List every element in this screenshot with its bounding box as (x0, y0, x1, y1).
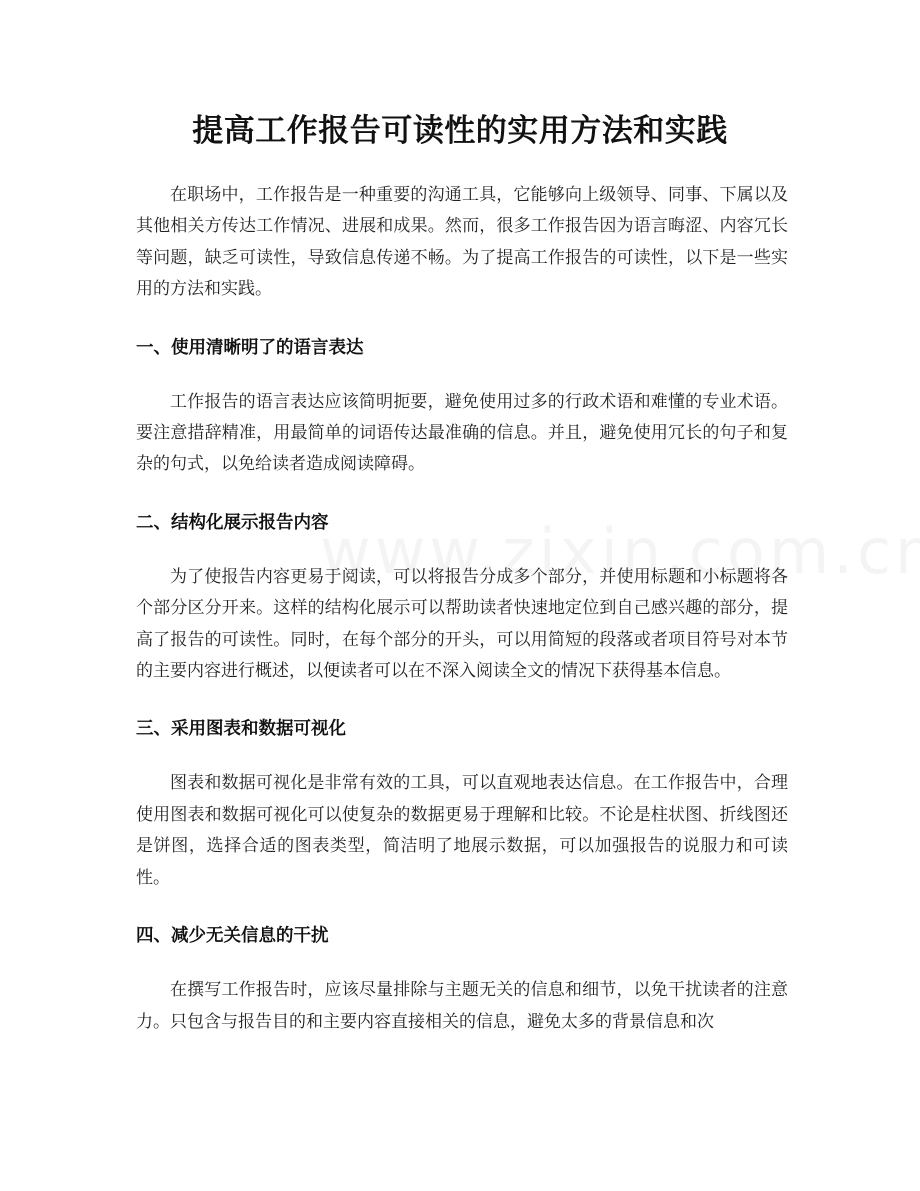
section-heading: 三、采用图表和数据可视化 (136, 719, 346, 740)
document-title: 提高工作报告可读性的实用方法和实践 (192, 113, 728, 149)
section-heading: 二、结构化展示报告内容 (136, 512, 329, 533)
intro-paragraph: 在职场中，工作报告是一种重要的沟通工具，它能够向上级领导、同事、下属以及其他相关方传达工作情况、进展和成果。然而，很多工作报告因为语言晦涩、内容冗长等问题，缺乏可读性，导致信息传递不畅。为了提高工作报告的可读性，以下是一些实用的方法和实践。 (136, 185, 788, 300)
section-paragraph: 为了使报告内容更易于阅读，可以将报告分成多个部分，并使用标题和小标题将各个部分区分开来。这样的结构化展示可以帮助读者快速地定位到自己感兴趣的部分，提高了报告的可读性。同时，在每个部分的开头，可以用简短的段落或者项目符号对本节的主要内容进行概述，以便读者可以在不深入阅读全文的情况下获得基本信息。 (136, 566, 788, 682)
section-paragraph: 工作报告的语言表达应该简明扼要，避免使用过多的行政术语和难懂的专业术语。要注意措辞精准，用最简单的词语传达最准确的信息。并且，避免使用冗长的句子和复杂的句式，以免给读者造成阅读障碍。 (136, 391, 788, 475)
section-heading: 四、减少无关信息的干扰 (136, 926, 329, 947)
section-paragraph: 图表和数据可视化是非常有效的工具，可以直观地表达信息。在工作报告中，合理使用图表和数据可视化可以使复杂的数据更易于理解和比较。不论是柱状图、折线图还是饼图，选择合适的图表类型，简洁明了地展示数据，可以加强报告的说服力和可读性。 (136, 773, 788, 888)
document-body (136, 180, 788, 1038)
section-heading: 一、使用清晰明了的语言表达 (136, 337, 364, 358)
section-paragraph: 在撰写工作报告时，应该尽量排除与主题无关的信息和细节，以免干扰读者的注意力。只包含与报告目的和主要内容直接相关的信息，避免太多的背景信息和次 (136, 980, 788, 1032)
